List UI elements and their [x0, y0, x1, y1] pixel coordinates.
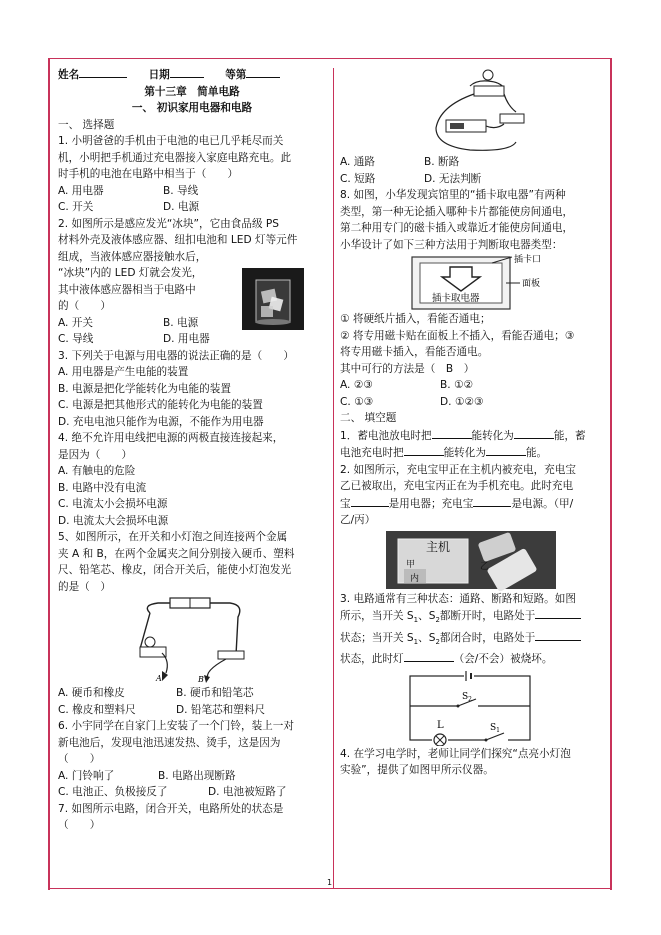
header-line [58, 66, 326, 84]
q6-line: 6. 小宇同学在自家门上安装了一个门铃，装上一对 [58, 720, 294, 732]
ice-cube-photo [242, 268, 304, 330]
f1-blank-3[interactable] [404, 444, 444, 456]
q5-line: 夹 A 和 B，在两个金属夹之间分别接入硬币、塑料 [58, 547, 295, 560]
q2-line: 2. 如图所示是感应发光“冰块”，它由食品级 PS [58, 217, 280, 230]
date-blank [170, 66, 204, 78]
f1-blank-1[interactable] [432, 427, 472, 439]
q8-method: ② 将专用磁卡贴在面板上不插入，看能否通电；③ [340, 329, 575, 342]
power-bank-b-label: 乙 [480, 561, 490, 572]
f3-text: 状态，此时灯 [340, 653, 404, 666]
f2-text: 是用电器；充电宝 [388, 497, 474, 510]
host-label: 主机 [426, 539, 451, 554]
f3-blank-3[interactable] [404, 650, 454, 662]
f3-text: 、S [418, 631, 436, 644]
f2-text: 是电源。（甲/ [511, 497, 574, 510]
part1-title: 一、 选择题 [58, 118, 115, 131]
f3-text: 状态；当开关 S [340, 631, 414, 644]
q7-line: （ ） [58, 819, 101, 831]
question-7 [58, 801, 326, 834]
q1-option-d[interactable]: D. 电源 [163, 201, 200, 213]
f3-sub: 2 [435, 616, 440, 625]
chapter-title: 第十三章 简单电路 [144, 85, 240, 98]
f1-text: 能转化为 [443, 447, 486, 459]
q2-line: “冰块”内的 LED 灯就会发光， [58, 267, 203, 279]
frame-bottom-line [48, 888, 610, 889]
f3-text: 所示，当开关 S [340, 610, 414, 622]
q1-line: 时手机的电池在电路中相当于（ ） [58, 168, 239, 180]
f3-line: 3. 电路通常有三种状态：通路、断路和短路。如图 [340, 592, 576, 605]
date-label: 日期 [148, 69, 170, 81]
q8-option-a[interactable]: A. ②③ [340, 379, 373, 391]
q6-line: （ ） [58, 753, 101, 765]
f1-blank-2[interactable] [514, 427, 554, 439]
f3-sub: 1 [413, 637, 419, 646]
f2-blank-1[interactable] [351, 495, 389, 507]
q3-option-c[interactable]: C. 电源是把其他形式的能转化为电能的装置 [58, 399, 263, 411]
part2-title: 二、 填空题 [340, 412, 397, 424]
f4-line: 实验”，提供了如图甲所示仪器。 [340, 764, 494, 777]
power-bank-photo [340, 529, 602, 591]
f1-blank-4[interactable] [486, 444, 526, 456]
q6-option-c[interactable]: C. 电池正、负极接反了 [58, 786, 168, 798]
q6-option-b[interactable]: B. 电路出现断路 [158, 769, 236, 782]
q2-line: 其中液体感应器相当于电路中 [58, 283, 196, 296]
panel-label: 面板 [522, 279, 541, 289]
q5-circuit-figure [58, 595, 326, 685]
fill-question-3 [340, 591, 602, 746]
q4-option-a[interactable]: A. 有触电的危险 [58, 465, 136, 477]
question-4 [58, 430, 326, 529]
q8-option-c[interactable]: C. ①③ [340, 395, 374, 408]
q8-feasible-stem: 其中可行的方法是（ B ） [340, 362, 475, 375]
fill-question-1 [340, 427, 602, 462]
q4-line: 4. 绝不允许用电线把电源的两极直接连接起来， [58, 432, 284, 444]
q6-option-d[interactable]: D. 电池被短路了 [208, 786, 287, 798]
q8-line: 第二种用专门的磁卡插入或靠近才能使房间通电， [340, 222, 574, 234]
card-power-switch-figure [340, 253, 602, 311]
q5-line: 5、如图所示，在开关和小灯泡之间连接两个金属 [58, 531, 288, 543]
f3-text: （会/不会）被烧坏。 [453, 653, 553, 666]
q4-option-b[interactable]: B. 电路中没有电流 [58, 481, 147, 494]
left-column [58, 66, 326, 834]
right-column [340, 66, 602, 779]
f3-blank-1[interactable] [535, 607, 581, 619]
power-bank-c-label: 内 [410, 573, 420, 584]
f1-text: 电池充电时把 [340, 447, 404, 459]
q7-option-b[interactable]: B. 断路 [424, 156, 460, 168]
q3-option-a[interactable]: A. 用电器是产生电能的装置 [58, 366, 189, 378]
q3-option-d[interactable]: D. 充电电池只能作为电源，不能作为用电器 [58, 415, 264, 428]
q5-option-a[interactable]: A. 硬币和橡皮 [58, 687, 125, 699]
q3-stem: 3. 下列关于电源与用电器的说法正确的是（ ） [58, 349, 294, 362]
q8-line: 小华设计了如下三种方法用于判断取电器类型： [340, 238, 563, 251]
q4-option-c[interactable]: C. 电流太小会损坏电源 [58, 498, 168, 510]
q6-line: 新电池后，发现电池迅速发热、烫手，这是因为 [58, 736, 281, 749]
name-label: 姓名 [58, 69, 80, 81]
card-switch-label: 插卡取电器 [432, 293, 480, 304]
switch-s1-label: $S_1$ [490, 722, 500, 734]
q4-option-d[interactable]: D. 电流太大会损坏电源 [58, 514, 169, 527]
fill-question-4 [340, 746, 602, 779]
q7-line: 7. 如图所示电路，闭合开关，电路所处的状态是 [58, 802, 284, 815]
q6-option-a[interactable]: A. 门铃响了 [58, 769, 115, 782]
q8-method: 将专用磁卡插入，看能否通电。 [340, 346, 489, 358]
q5-option-d[interactable]: D. 铅笔芯和塑料尺 [176, 703, 266, 716]
f1-text: 能。 [525, 447, 548, 459]
f3-circuit-diagram [340, 668, 602, 746]
f3-blank-2[interactable] [535, 629, 581, 641]
f2-text: 宝 [340, 497, 351, 510]
f1-text: 1．蓄电池放电时把 [340, 429, 432, 442]
q5-option-c[interactable]: C. 橡皮和塑料尺 [58, 703, 136, 716]
fill-question-2 [340, 462, 602, 591]
q5-line: 尺、铅笔芯、橡皮，闭合开关后，能使小灯泡发光 [58, 564, 292, 576]
f2-line: 乙已被取出，充电宝丙正在为手机充电。此时充电 [340, 480, 574, 492]
power-bank-a-label: 甲 [406, 559, 416, 570]
page-number: 1 [327, 878, 333, 887]
q7-option-a[interactable]: A. 通路 [340, 156, 375, 168]
q7-circuit-figure [340, 66, 602, 154]
f3-sub: 2 [435, 637, 440, 646]
q7-option-c[interactable]: C. 短路 [340, 172, 376, 185]
question-1 [58, 133, 326, 216]
q8-method: ① 将硬纸片插入，看能否通电； [340, 313, 491, 325]
question-8 [340, 187, 602, 410]
q1-option-c[interactable]: C. 开关 [58, 201, 94, 213]
f1-text: 能转化为 [471, 429, 514, 442]
q2-option-a[interactable]: A. 开关 [58, 316, 93, 329]
q8-option-d[interactable]: D. ①②③ [440, 395, 484, 408]
q7-option-d[interactable]: D. 无法判断 [424, 172, 482, 185]
q1-option-a[interactable]: A. 用电器 [58, 184, 104, 197]
q1-line: 1. 小明爸爸的手机由于电池的电已几乎耗尽而关 [58, 135, 284, 147]
q5-option-b[interactable]: B. 硬币和铅笔芯 [176, 687, 254, 699]
f3-text: 都断开时，电路处于 [439, 610, 536, 622]
q5-line: 的是（ ） [58, 580, 111, 593]
f3-text: 都闭合时，电路处于 [439, 631, 536, 644]
switch-s2-label: $S_2$ [462, 691, 472, 703]
q3-option-b[interactable]: B. 电源是把化学能转化为电能的装置 [58, 382, 231, 395]
grade-label: 等第 [225, 69, 247, 81]
q2-line: 的（ ） [58, 300, 111, 312]
q5-label-a: A [156, 674, 162, 683]
f4-line: 4. 在学习电学时，老师让同学们探究“点亮小灯泡 [340, 747, 571, 760]
q2-option-d[interactable]: D. 用电器 [163, 333, 210, 345]
column-divider [333, 68, 334, 888]
question-2 [58, 216, 326, 348]
f2-blank-2[interactable] [473, 495, 511, 507]
q8-line: 类型，第一种无论插入哪种卡片都能使房间通电， [340, 205, 574, 218]
lamp-label: L [437, 719, 444, 731]
q2-line: 材料外壳及液体感应器、纽扣电池和 LED 灯等元件 [58, 234, 298, 246]
q2-line: 组成，当液体感应器接触水后， [58, 250, 207, 263]
q8-option-b[interactable]: B. ①② [440, 379, 473, 391]
f2-line: 2. 如图所示，充电宝甲正在主机内被充电，充电宝 [340, 463, 576, 476]
section-title: 一、 初识家用电器和电路 [131, 102, 253, 114]
q4-line: 是因为（ ） [58, 448, 133, 461]
card-slot-label: 插卡口 [514, 255, 542, 265]
question-5 [58, 529, 326, 718]
f3-sub: 1 [413, 616, 419, 625]
q1-line: 机，小明把手机通过充电器接入家庭电路充电。此 [58, 151, 292, 164]
f2-line: 乙/丙） [340, 514, 376, 526]
q5-label-b: B [198, 675, 204, 684]
q1-option-b[interactable]: B. 导线 [163, 184, 199, 197]
q2-option-c[interactable]: C. 导线 [58, 333, 94, 345]
grade-blank [246, 66, 280, 78]
q8-line: 8. 如图，小华发现宾馆里的“插卡取电器”有两种 [340, 189, 566, 201]
f1-text: 能，蓄 [553, 429, 586, 442]
question-3 [58, 348, 326, 431]
name-blank [79, 66, 127, 78]
q2-option-b[interactable]: B. 电源 [163, 316, 199, 329]
f3-text: 、S [418, 610, 436, 622]
question-6 [58, 718, 326, 801]
